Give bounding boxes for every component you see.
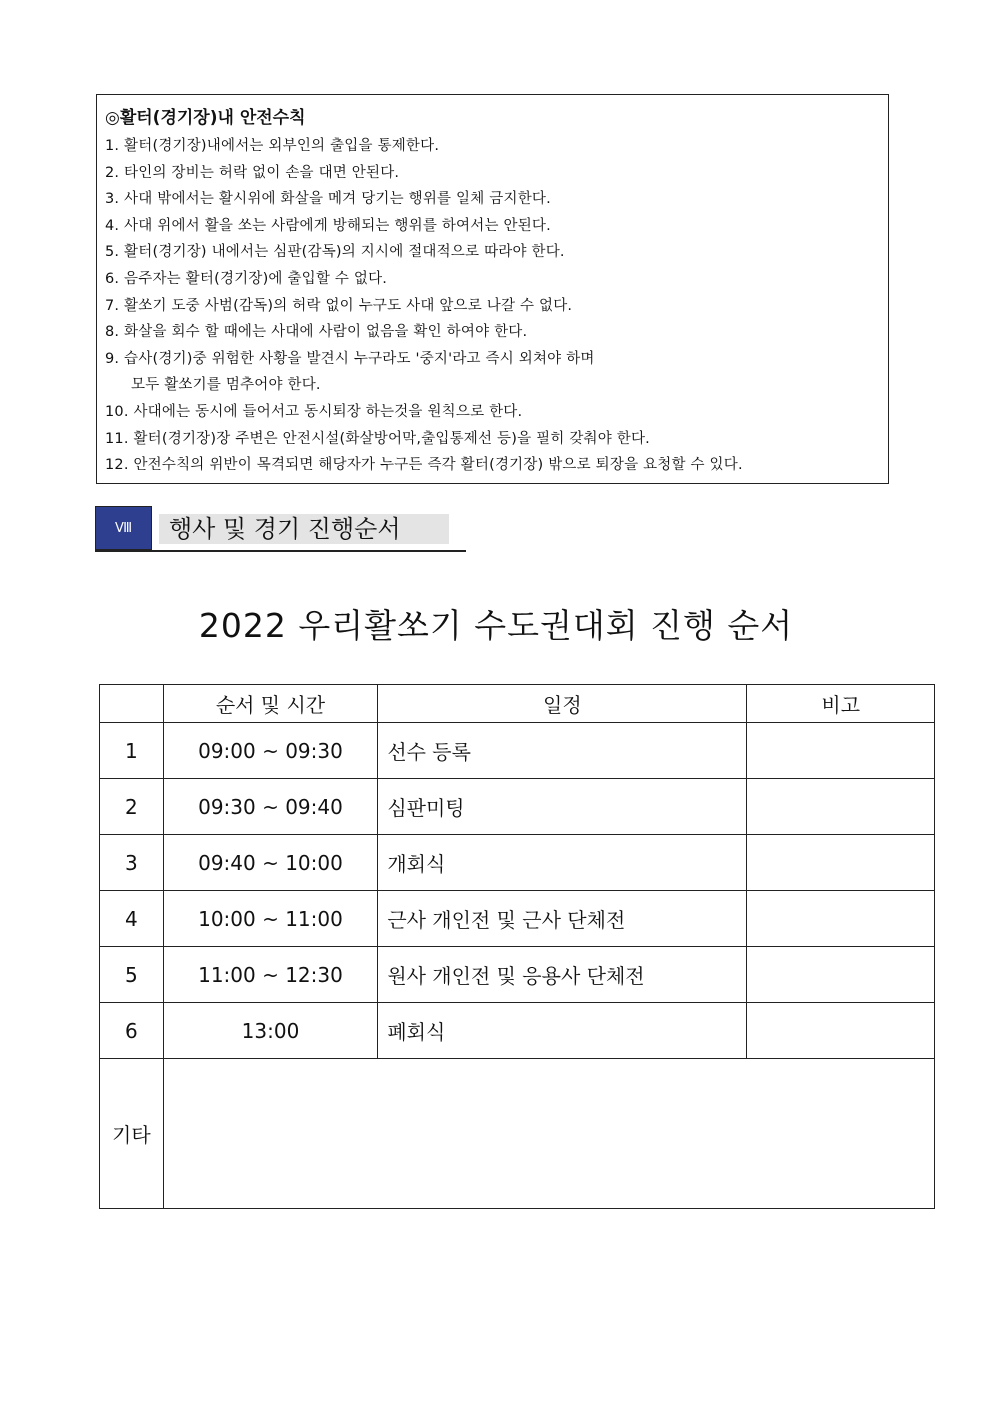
etc-row [100,1059,935,1209]
row-note [747,1003,935,1059]
row-event: 선수 등록 [378,723,747,779]
row-time: 09:40 ~ 10:00 [163,835,378,891]
row-event: 원사 개인전 및 응용사 단체전 [378,947,747,1003]
etc-label: 기타 [100,1059,164,1209]
row-number: 6 [100,1003,164,1059]
table-row [100,835,935,891]
schedule-table [99,684,935,1209]
safety-rule: 1. 활터(경기장)내에서는 외부인의 출입을 통제한다. [105,138,440,154]
row-event: 심판미팅 [378,779,747,835]
row-number: 1 [100,723,164,779]
row-note [747,835,935,891]
table-row [100,779,935,835]
safety-rule: 3. 사대 밖에서는 활시위에 화살을 메겨 당기는 행위를 일체 금지한다. [105,191,551,208]
row-event: 폐회식 [378,1003,747,1059]
safety-rule: 8. 화살을 회수 할 때에는 사대에 사람이 없음을 확인 하여야 한다. [105,324,528,341]
table-row [100,947,935,1003]
header-cell: 순서 및 시간 [163,685,378,723]
safety-rule: 11. 활터(경기장)장 주변은 안전시설(화살방어막,출입통제선 등)을 필히 갖춰야 한다. [105,430,650,447]
row-number: 4 [100,891,164,947]
row-note [747,891,935,947]
etc-value [163,1059,934,1209]
table-row [100,891,935,947]
safety-rule: 5. 활터(경기장) 내에서는 심판(감독)의 지시에 절대적으로 따라야 한다. [105,244,565,261]
row-time: 13:00 [163,1003,378,1059]
safety-rule: 12. 안전수칙의 위반이 목격되면 해당자가 누구든 즉각 활터(경기장) 밖으로 퇴장을 요청할 수 있다. [105,457,743,474]
row-note [747,723,935,779]
safety-rule: 10. 사대에는 동시에 들어서고 동시퇴장 하는것을 원칙으로 한다. [105,403,523,420]
header-cell: 비고 [747,685,935,723]
header-cell [100,685,164,723]
table-header-row [100,685,935,723]
table-row [100,1003,935,1059]
row-note [747,947,935,1003]
header-cell: 일정 [378,685,747,723]
row-number: 5 [100,947,164,1003]
document-title: 2022 우리활쏘기 수도권대회 진행 순서 [198,606,794,645]
table-row [100,723,935,779]
row-event: 개회식 [378,835,747,891]
section-heading [95,506,466,552]
row-note [747,779,935,835]
section-number-badge: Ⅷ [95,506,152,550]
section-underline [95,550,466,552]
safety-rule-continuation: 모두 활쏘기를 멈추어야 한다. [131,377,321,394]
row-time: 09:00 ~ 09:30 [163,723,378,779]
row-number: 3 [100,835,164,891]
row-number: 2 [100,779,164,835]
row-time: 09:30 ~ 09:40 [163,779,378,835]
row-time: 10:00 ~ 11:00 [163,891,378,947]
safety-rules-title: ◎활터(경기장)내 안전수칙 [105,108,306,128]
safety-rule: 2. 타인의 장비는 허락 없이 손을 대면 안된다. [105,164,400,181]
safety-rules-box [96,94,889,484]
row-time: 11:00 ~ 12:30 [163,947,378,1003]
safety-rule: 7. 활쏘기 도중 사범(감독)의 허락 없이 누구도 사대 앞으로 나갈 수 없다. [105,297,573,314]
safety-rule: 9. 습사(경기)중 위험한 사황을 발견시 누구라도 '중지'라고 즉시 외쳐야 하며 [105,350,595,367]
safety-rule: 6. 음주자는 활터(경기장)에 출입할 수 없다. [105,270,388,287]
section-title: 행사 및 경기 진행순서 [159,514,449,544]
row-event: 근사 개인전 및 근사 단체전 [378,891,747,947]
safety-rule: 4. 사대 위에서 활을 쏘는 사람에게 방해되는 행위를 하여서는 안된다. [105,217,551,234]
